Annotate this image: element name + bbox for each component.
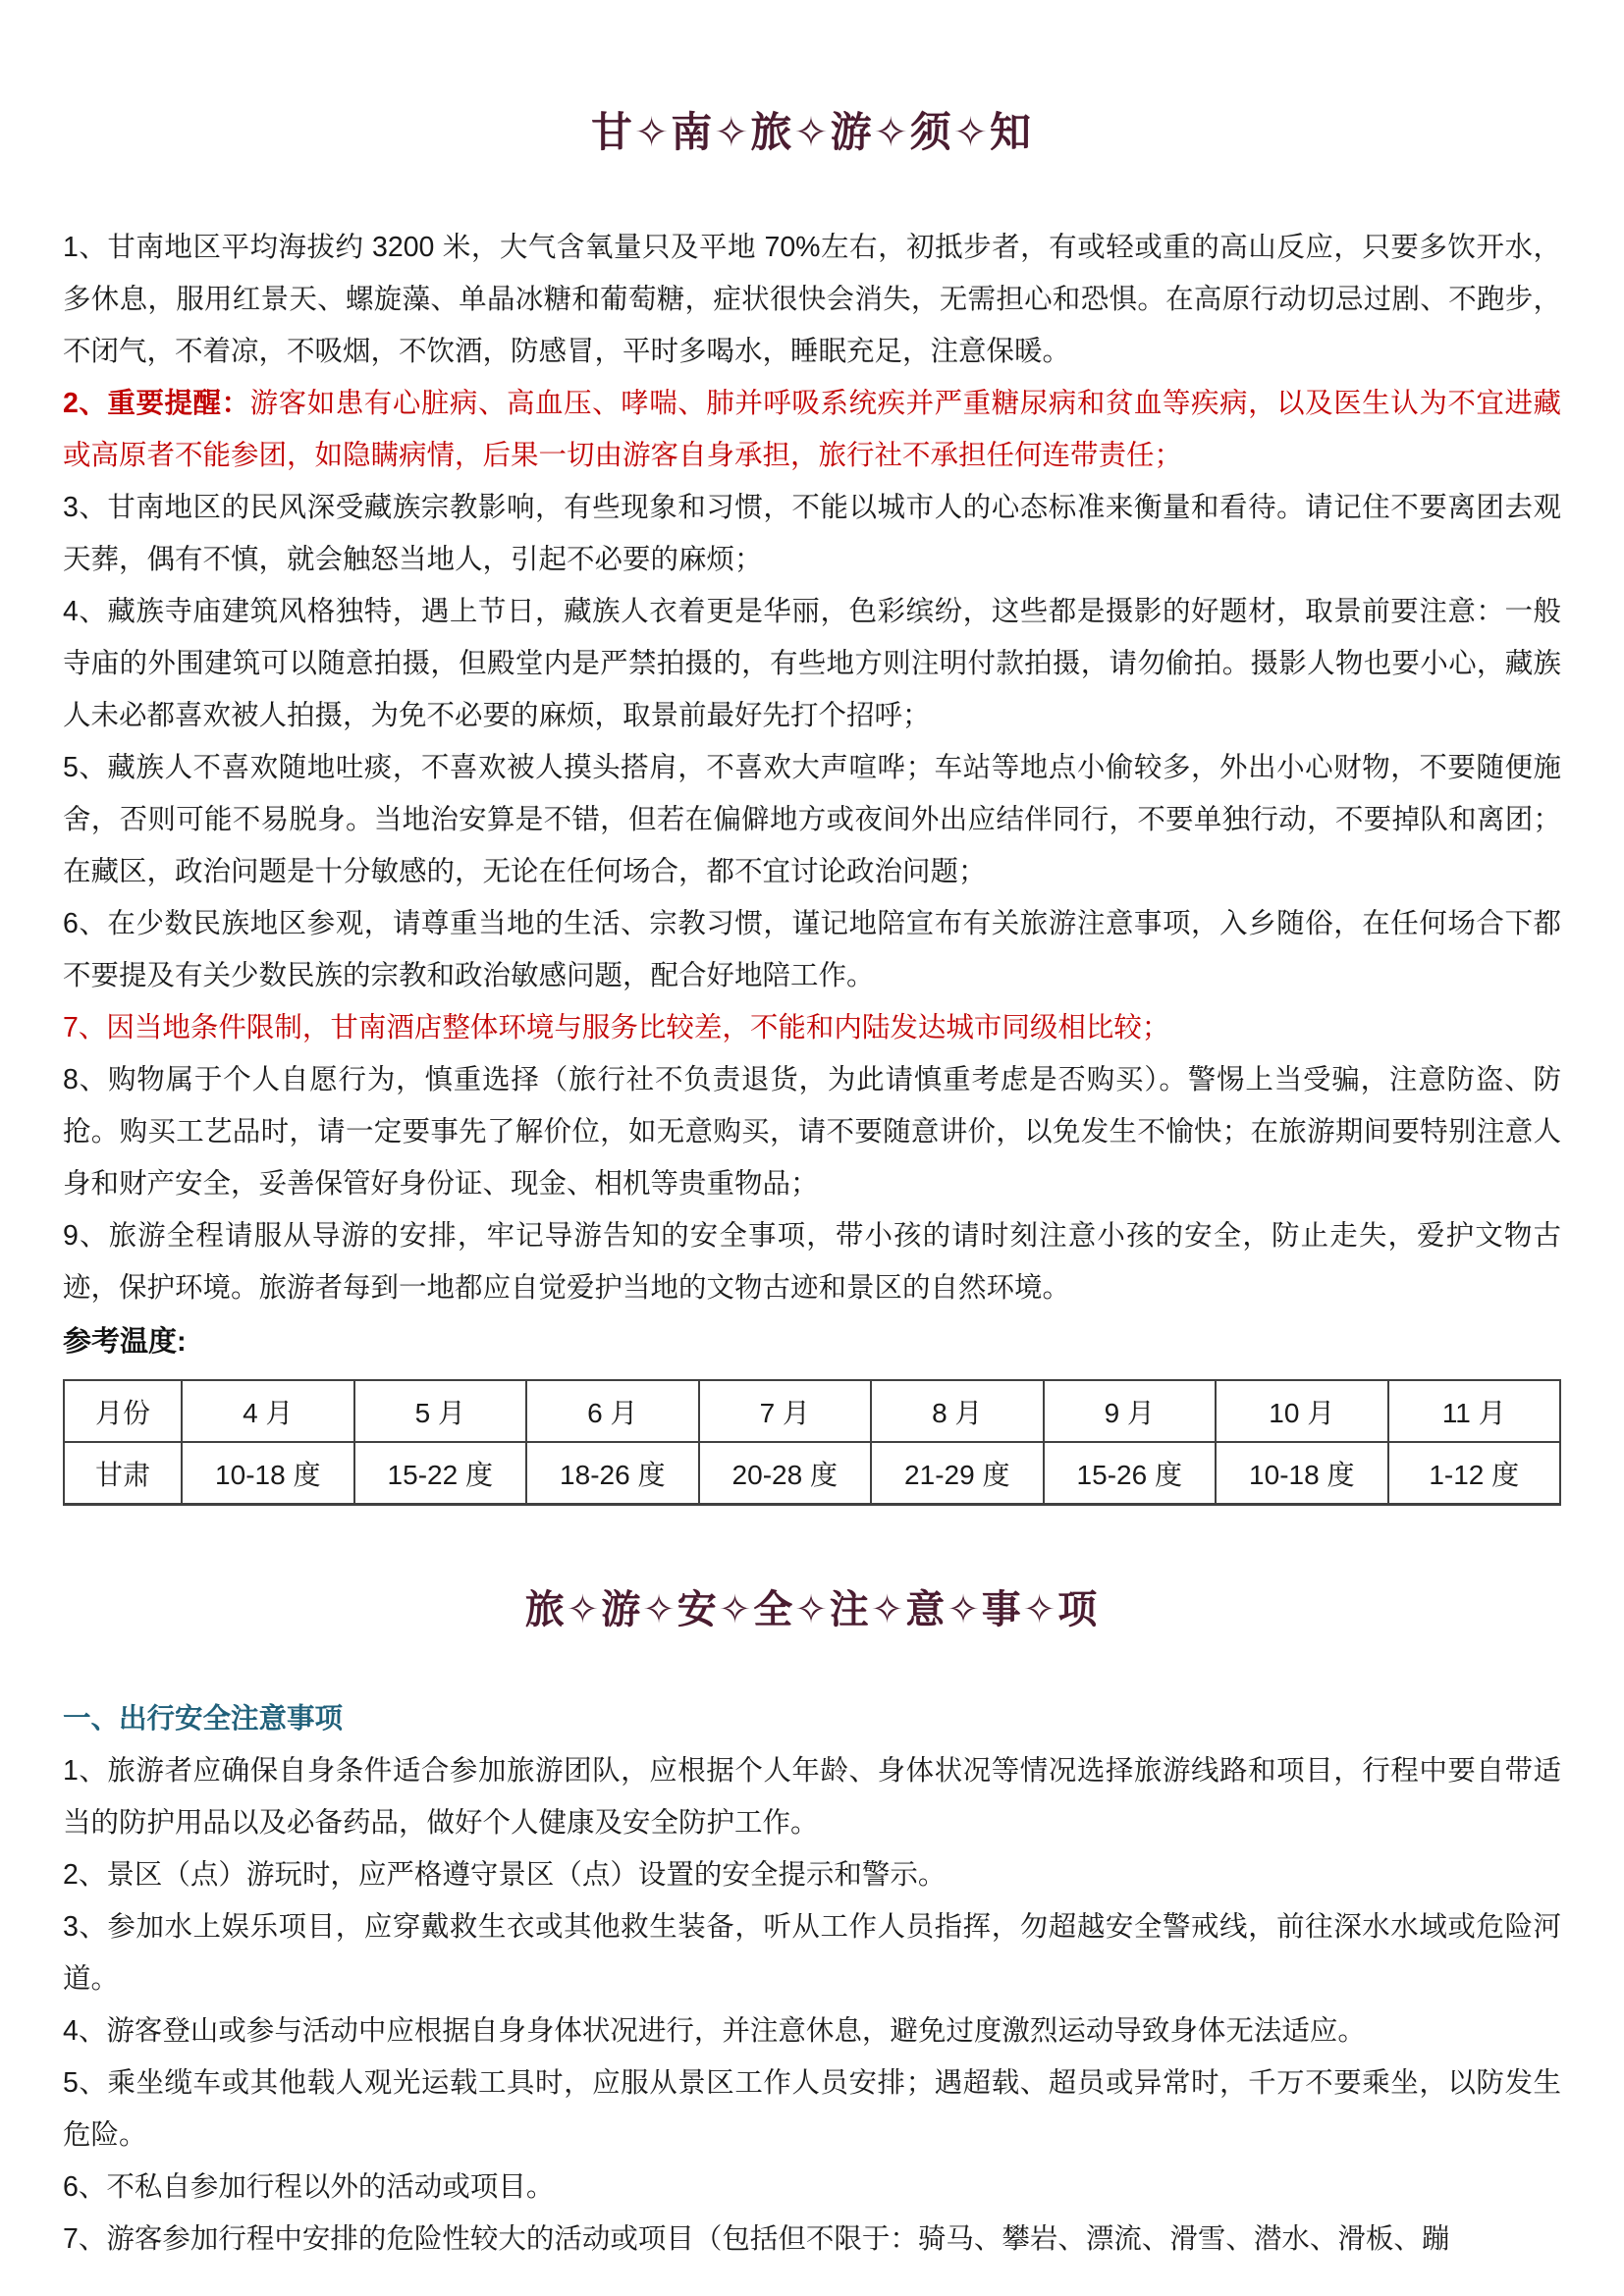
table-cell-june: 6 月 (526, 1380, 699, 1442)
table-header-row (64, 1380, 1560, 1442)
notice-paragraph-7: 7、因当地条件限制，甘南酒店整体环境与服务比较差，不能和内陆发达城市同级相比较； (63, 1012, 1170, 1043)
table-cell-temp-july: 20-28 度 (699, 1442, 872, 1505)
table-cell-month-header: 月份 (64, 1380, 182, 1442)
table-cell-temp-october: 10-18 度 (1216, 1442, 1388, 1505)
notice-paragraph-4: 4、藏族寺庙建筑风格独特，遇上节日，藏族人衣着更是华丽，色彩缤纷，这些都是摄影的好题材，取景前要注意：一般寺庙的外围建筑可以随意拍摄，但殿堂内是严禁拍摄的，有些地方则注明付款拍摄，请勿偷拍。摄影人物也要小心，藏族人未必都喜欢被人拍摄，为免不必要的麻烦，取景前最好先打个招呼； (63, 596, 1561, 731)
table-cell-temp-november: 1-12 度 (1388, 1442, 1561, 1505)
notice-paragraph-6: 6、在少数民族地区参观，请尊重当地的生活、宗教习惯，谨记地陪宣布有关旅游注意事项，入乡随俗，在任何场合下都不要提及有关少数民族的宗教和政治敏感问题，配合好地陪工作。 (63, 908, 1561, 991)
safety-item-1: 1、旅游者应确保自身条件适合参加旅游团队，应根据个人年龄、身体状况等情况选择旅游线路和项目，行程中要自带适当的防护用品以及必备药品，做好个人健康及安全防护工作。 (63, 1755, 1561, 1839)
notices-section (63, 222, 1561, 1314)
notice-paragraph-9: 9、旅游全程请服从导游的安排，牢记导游告知的安全事项，带小孩的请时刻注意小孩的安全，防止走失，爱护文物古迹，保护环境。旅游者每到一地都应自觉爱护当地的文物古迹和景区的自然环境。 (63, 1220, 1561, 1304)
table-cell-august: 8 月 (871, 1380, 1044, 1442)
safety-item-5: 5、乘坐缆车或其他载人观光运载工具时，应服从景区工作人员安排；遇超载、超员或异常时，千万不要乘坐，以防发生危险。 (63, 2067, 1561, 2151)
table-cell-gansu-label: 甘肃 (64, 1442, 182, 1505)
table-cell-temp-may: 15-22 度 (354, 1442, 527, 1505)
safety-section (63, 1693, 1561, 2266)
table-cell-september: 9 月 (1044, 1380, 1217, 1442)
table-data-row-gansu (64, 1442, 1560, 1505)
important-reminder-label: 2、重要提醒： (63, 388, 250, 419)
temperature-table (63, 1379, 1561, 1506)
safety-item-3: 3、参加水上娱乐项目，应穿戴救生衣或其他救生装备，听从工作人员指挥，勿超越安全警戒线，前往深水水域或危险河道。 (63, 1911, 1561, 1995)
safety-item-2: 2、景区（点）游玩时，应严格遵守景区（点）设置的安全提示和警示。 (63, 1859, 947, 1891)
table-cell-may: 5 月 (354, 1380, 527, 1442)
page-title-travel-safety-notes: 旅✧游✧安✧全✧注✧意✧事✧项 (524, 1588, 1100, 1631)
table-cell-july: 7 月 (699, 1380, 872, 1442)
table-cell-november: 11 月 (1388, 1380, 1561, 1442)
safety-item-6: 6、不私自参加行程以外的活动或项目。 (63, 2171, 555, 2203)
notice-paragraph-1: 1、甘南地区平均海拔约 3200 米，大气含氧量只及平地 70%左右，初抵步者，有或轻或重的高山反应，只要多饮开水，多休息，服用红景天、螺旋藻、单晶冰糖和葡萄糖，症状很快会消失，无需担心和恐惧。在高原行动切忌过剧、不跑步，不闭气，不着凉，不吸烟，不饮酒，防感冒，平时多喝水，睡眠充足，注意保暖。 (63, 232, 1561, 367)
table-cell-temp-april: 10-18 度 (182, 1442, 354, 1505)
safety-item-7: 7、游客参加行程中安排的危险性较大的活动或项目（包括但不限于：骑马、攀岩、漂流、滑雪、潜水、滑板、蹦 (63, 2223, 1450, 2255)
safety-item-4: 4、游客登山或参与活动中应根据自身身体状况进行，并注意休息，避免过度激烈运动导致身体无法适应。 (63, 2015, 1366, 2047)
table-cell-april: 4 月 (182, 1380, 354, 1442)
notice-paragraph-3: 3、甘南地区的民风深受藏族宗教影响，有些现象和习惯，不能以城市人的心态标准来衡量和看待。请记住不要离团去观天葬，偶有不慎，就会触怒当地人，引起不必要的麻烦； (63, 492, 1561, 575)
table-cell-temp-june: 18-26 度 (526, 1442, 699, 1505)
notice-paragraph-2 (63, 378, 1561, 482)
table-cell-temp-september: 15-26 度 (1044, 1442, 1217, 1505)
table-cell-october: 10 月 (1216, 1380, 1388, 1442)
page-title-gannan-travel-notes: 甘✧南✧旅✧游✧须✧知 (591, 109, 1033, 155)
important-reminder-text: 游客如患有心脏病、高血压、哮喘、肺并呼吸系统疾并严重糖尿病和贫血等疾病，以及医生认为不宜进藏或高原者不能参团，如隐瞒病情，后果一切由游客自身承担，旅行社不承担任何连带责任； (63, 388, 1561, 471)
notice-paragraph-5: 5、藏族人不喜欢随地吐痰，不喜欢被人摸头搭肩，不喜欢大声喧哗；车站等地点小偷较多，外出小心财物，不要随便施舍，否则可能不易脱身。当地治安算是不错，但若在偏僻地方或夜间外出应结伴同行，不要单独行动，不要掉队和离团；在藏区，政治问题是十分敏感的，无论在任何场合，都不宜讨论政治问题； (63, 752, 1561, 887)
reference-temperature-label: 参考温度: (63, 1326, 187, 1358)
notice-paragraph-8: 8、购物属于个人自愿行为，慎重选择（旅行社不负责退货，为此请慎重考虑是否购买）。警惕上当受骗，注意防盗、防抢。购买工艺品时，请一定要事先了解价位，如无意购买，请不要随意讲价，以免发生不愉快；在旅游期间要特别注意人身和财产安全，妥善保管好身份证、现金、相机等贵重物品； (63, 1064, 1561, 1200)
table-cell-temp-august: 21-29 度 (871, 1442, 1044, 1505)
section-heading-travel-safety: 一、出行安全注意事项 (63, 1703, 344, 1735)
